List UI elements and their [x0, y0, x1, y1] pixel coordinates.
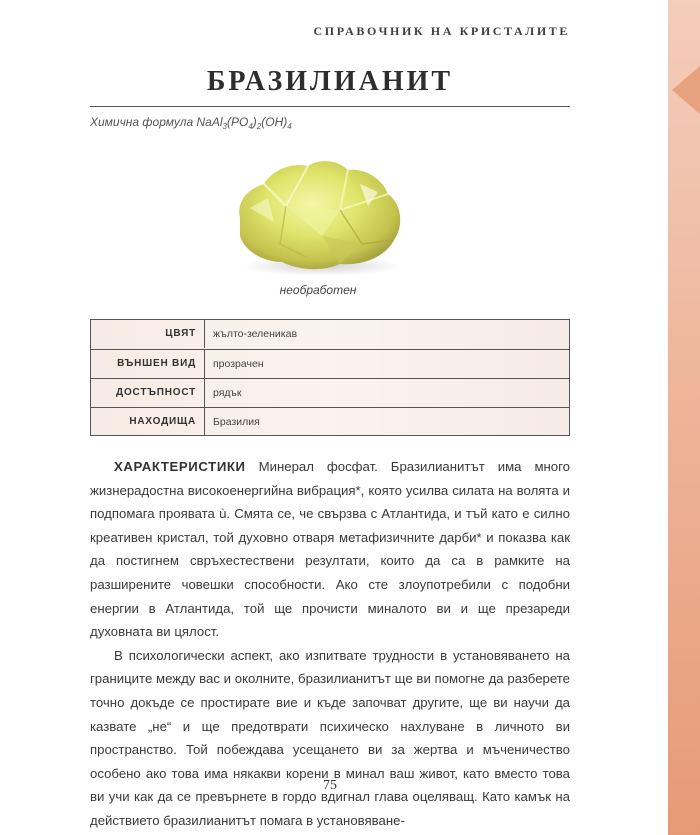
property-row-appearance [91, 349, 569, 379]
image-caption: необработен [279, 283, 357, 297]
paragraph-text: Минерал фосфат. Бразилианитът има много жизнерадостна високоенергийна вибрация*, която усилва силата на волята и подпомага проявата ù. Смята се, че свързва с Атлантида, и тъй като е силно креативен кристал, той духовно отваря метафизичните дарби* и показва как да постигнем свръхестествени резултати, които да са в рамките на разширените човешки способности. Ако сте злоупотребили с подобни енергии в Атлантида, той ще прочисти миналото ви и ще презареди духовната ви цялост. [90, 459, 570, 640]
formula-value: $NaAl_3(PO_4)_2(OH)_4$ [196, 115, 292, 131]
property-label: НАХОДИЩА [91, 408, 205, 436]
formula-label: Химична формула [90, 115, 194, 129]
brazilianite-crystal-image [222, 148, 412, 280]
paragraph-characteristics [90, 455, 570, 644]
property-value: жълто-зеленикав [213, 328, 298, 340]
property-row-color [91, 320, 569, 349]
property-row-sources [91, 407, 569, 437]
paragraph-psychological: В психологически аспект, ако изпитвате трудности в установяването на границите между вас и околните, бразилианитът ще ви помогне да разберете точно докъде се простирате вие и къде започват другите, ще ви научи да казвате „не“ и ще предотврати психическо нахлуване в личното ви пространство. Той побеждава усещането ви за жертва и мъченичество особено ако това има някакви корени в минал ваш живот, като вместо това ви учи как да се превърнете в гордо вдигнал глава оцеляващ. Като камък на действието бразилианитът помага в установяване- [90, 647, 570, 828]
body-text [90, 455, 570, 833]
page-number: 75 [323, 778, 337, 793]
running-head: СПРАВОЧНИК НА КРИСТАЛИТЕ [313, 24, 570, 38]
property-label: ВЪНШЕН ВИД [91, 350, 205, 378]
page-title: БРАЗИЛИАНИТ [206, 66, 454, 97]
property-label: ЦВЯТ [91, 320, 205, 348]
chapter-edge-tab [672, 66, 700, 114]
properties-table [90, 319, 570, 436]
chemical-formula [90, 115, 292, 131]
property-value: Бразилия [213, 416, 260, 428]
page-edge-color-band [668, 0, 700, 835]
property-value: прозрачен [213, 358, 264, 370]
property-row-availability [91, 378, 569, 408]
section-lead-word: ХАРАКТЕРИСТИКИ [114, 459, 246, 474]
property-label: ДОСТЪПНОСТ [91, 379, 205, 407]
property-value: рядък [213, 387, 242, 399]
title-divider [90, 106, 570, 107]
